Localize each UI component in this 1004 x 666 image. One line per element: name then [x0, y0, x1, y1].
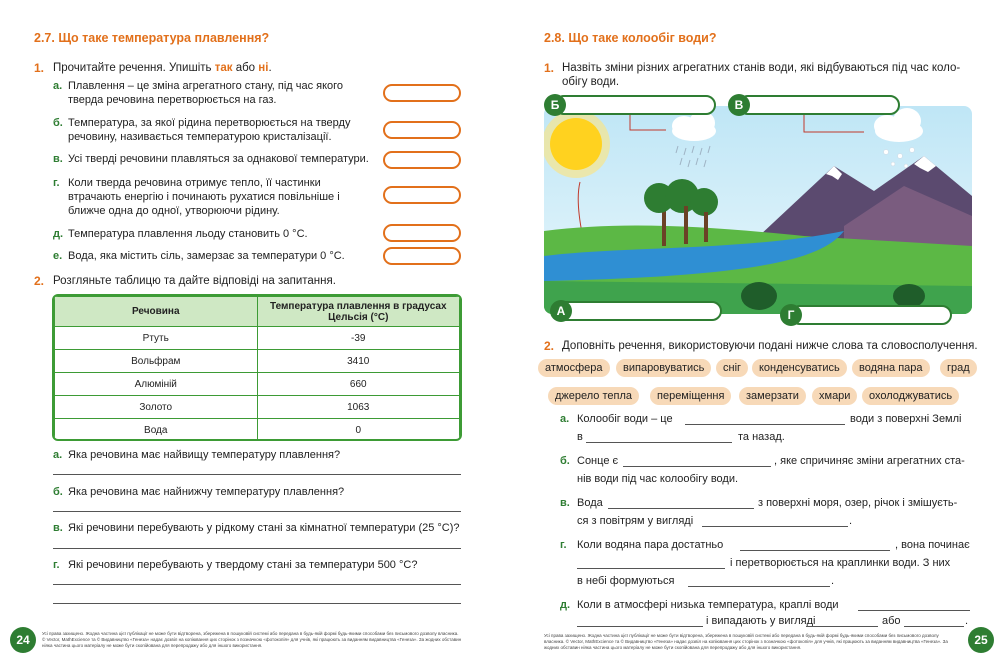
item-letter: а. [53, 80, 63, 92]
statement-text: Усі тверді речовини плавляться за однакової температури. [68, 153, 369, 165]
word-chip[interactable]: хмари [812, 387, 857, 405]
answer-field[interactable] [383, 121, 461, 139]
statement-text: Плавлення – це зміна агрегатного стану, під час якого тверда речовина перетворюється на газ. [68, 80, 344, 106]
question-1-number: 1. [34, 61, 45, 75]
answer-field[interactable] [383, 247, 461, 265]
blank-line[interactable] [702, 526, 848, 527]
sentence-text: води з поверхні Землі [850, 413, 962, 425]
blank-line[interactable] [577, 568, 725, 569]
item-letter: г. [53, 559, 60, 571]
answer-field[interactable] [383, 186, 461, 204]
question-text: Які речовини перебувають у рідкому стані за кімнатної температури (25 °C)? [68, 522, 460, 534]
table-cell: Золото [55, 396, 258, 419]
label-field-g[interactable] [790, 305, 952, 325]
column-header-substance: Речовина [55, 297, 258, 327]
question-1-number: 1. [544, 61, 555, 75]
blank-line[interactable] [685, 424, 845, 425]
question-text: Яка речовина має найнижчу температуру плавлення? [68, 486, 345, 498]
table-row [55, 327, 460, 350]
word-chip[interactable]: випаровуватись [616, 359, 711, 377]
sentence-text: в небі формуються [577, 575, 675, 587]
page-number: 24 [10, 627, 36, 653]
melting-point-table [52, 294, 462, 441]
word-chip[interactable]: замерзати [739, 387, 806, 405]
sentence-text: Колообіг води – це [577, 413, 673, 425]
blank-line[interactable] [623, 466, 771, 467]
question-2-number: 2. [544, 339, 555, 353]
item-letter: г. [53, 177, 60, 189]
section-title-2-7: 2.7. Що таке температура плавлення? [34, 31, 270, 45]
word-chip[interactable]: водяна пара [852, 359, 930, 377]
table-row [55, 373, 460, 396]
word-chip[interactable]: сніг [716, 359, 748, 377]
table-cell: Алюміній [55, 373, 258, 396]
sentence-text: Вода [577, 497, 603, 509]
blank-line[interactable] [858, 610, 970, 611]
question-2-number: 2. [34, 274, 45, 288]
blank-line[interactable] [904, 626, 964, 627]
item-letter: а. [560, 413, 570, 425]
question-2-text: Розгляньте таблицю та дайте відповіді на запитання. [53, 275, 336, 287]
item-letter: в. [560, 497, 570, 509]
sentence-text: , яке спричиняє зміни агрегатних ста- [774, 455, 965, 467]
sentence-text: Коли в атмосфері низька температура, краплі води [577, 599, 839, 611]
blank-line[interactable] [806, 626, 878, 627]
item-letter: б. [53, 117, 63, 129]
table-header-row [55, 297, 460, 327]
label-field-v[interactable] [738, 95, 900, 115]
table-cell: 1063 [257, 396, 460, 419]
table-cell: Вольфрам [55, 350, 258, 373]
blank-line[interactable] [688, 586, 830, 587]
statement-text: Температура плавлення льоду становить 0 °C. [68, 228, 308, 240]
item-letter: б. [53, 486, 63, 498]
word-chip[interactable]: охолоджуватись [862, 387, 959, 405]
sentence-text: та назад. [738, 431, 785, 443]
answer-line[interactable] [53, 603, 461, 604]
word-chip[interactable]: атмосфера [538, 359, 610, 377]
label-letter-a: А [550, 300, 572, 322]
answer-line[interactable] [53, 474, 461, 475]
label-letter-b: Б [544, 94, 566, 116]
item-letter: г. [560, 539, 567, 551]
label-letter-g: Г [780, 304, 802, 326]
table-cell: Ртуть [55, 327, 258, 350]
copyright-footer: Усі права захищено. Жодна частина цієї публікації не може бути відтворена, збережена в пошуковій системі або передана в будь-якій формі будь-якими способами без письмового дозволу власника. © Vector, MathExcience та © Видавництво «Генеза» надає дозвіл на копіювання цих сторінок з позначкою «фотокопія» для учнів, які працюють за виданням видавництва «Генеза». За жодних обставин ніяка частина цього матеріалу не може бути скопійована для перепродажу або для іншого використання. [42, 631, 462, 648]
table-cell: 660 [257, 373, 460, 396]
sentence-text: і перетворюється на краплинки води. З них [730, 557, 951, 569]
answer-line[interactable] [53, 511, 461, 512]
question-text: Яка речовина має найвищу температуру плавлення? [68, 449, 341, 461]
sentence-text: або [882, 615, 901, 627]
sentence-text: в [577, 431, 583, 443]
water-cycle-illustration [544, 106, 972, 314]
question-1-text: Назвіть зміни різних агрегатних станів води, які відбуваються під час коло-обігу води. [562, 62, 961, 88]
blank-line[interactable] [586, 442, 732, 443]
right-page [502, 0, 1004, 666]
water-cycle-scene [544, 106, 972, 314]
sentence-text: і випадають у вигляді [706, 615, 816, 627]
item-letter: б. [560, 455, 570, 467]
sentence-text: Коли водяна пара достатньо [577, 539, 724, 551]
sentence-text: Сонце є [577, 455, 619, 467]
column-header-melting-point: Температура плавлення в градусах Цельсія (°C) [257, 297, 460, 327]
answer-line[interactable] [53, 584, 461, 585]
answer-field[interactable] [383, 151, 461, 169]
word-chip[interactable]: конденсуватись [752, 359, 847, 377]
item-letter: а. [53, 449, 63, 461]
sentence-text: ся з повітрям у вигляді [577, 515, 694, 527]
table-cell: -39 [257, 327, 460, 350]
table-cell: Вода [55, 419, 258, 442]
word-chip[interactable]: джерело тепла [548, 387, 639, 405]
word-chip[interactable]: переміщення [650, 387, 731, 405]
label-letter-v: В [728, 94, 750, 116]
sun-icon [550, 118, 602, 170]
table-row [55, 419, 460, 442]
statement-text: Температура, за якої рідина перетворюється на тверду речовину, називається температурою кристалізації. [68, 117, 351, 143]
item-letter: д. [53, 228, 64, 240]
section-title-2-8: 2.8. Що таке колообіг води? [544, 31, 717, 45]
blank-line[interactable] [608, 508, 754, 509]
sentence-text: . [831, 575, 835, 587]
sentence-text: . [849, 515, 853, 527]
table-row [55, 396, 460, 419]
statement-text: Вода, яка містить сіль, замерзає за температури 0 °C. [68, 250, 345, 262]
statement-text: Коли тверда речовина отримує тепло, її частинки втрачають енергію і починають рухатися повільніше і ближче одна до одної, утворюючи рідину. [68, 177, 340, 217]
blank-line[interactable] [740, 550, 890, 551]
item-letter: д. [560, 599, 571, 611]
question-2-text: Доповніть речення, використовуючи подані нижче слова та словосполучення. [562, 340, 978, 352]
answer-field[interactable] [383, 224, 461, 242]
copyright-footer: Усі права захищено. Жодна частина цієї публікації не може бути відтворена, збережена в пошуковій системі або передана в будь-якій формі будь-якими способами без письмового дозволу власника. © Vector, MathExcience та © Видавництво «Генеза» надає дозвіл на копіювання цих сторінок з позначкою «фотокопія» для учнів, які працюють за виданням видавництва «Генеза». За жодних обставин ніяка частина цього матеріалу не може бути скопійована для перепродажу або для іншого використання. [544, 633, 948, 650]
sentence-text: з поверхні моря, озер, річок і змішуєть- [758, 497, 958, 509]
table-cell: 0 [257, 419, 460, 442]
question-text: Які речовини перебувають у твердому стані за температури 500 °C? [68, 559, 418, 571]
item-letter: е. [53, 250, 63, 262]
blank-line[interactable] [577, 626, 703, 627]
question-1-text: Прочитайте речення. Упишіть так або ні. [53, 62, 272, 74]
word-chip[interactable]: град [940, 359, 977, 377]
sentence-text: нів води під час колообігу води. [577, 473, 739, 485]
item-letter: в. [53, 522, 63, 534]
answer-field[interactable] [383, 84, 461, 102]
page-number: 25 [968, 627, 994, 653]
answer-line[interactable] [53, 548, 461, 549]
sentence-text: . [965, 615, 969, 627]
item-letter: в. [53, 153, 63, 165]
table-cell: 3410 [257, 350, 460, 373]
sentence-text: , вона починає [895, 539, 970, 551]
table-row [55, 350, 460, 373]
label-field-b[interactable] [554, 95, 716, 115]
label-field-a[interactable] [554, 301, 722, 321]
